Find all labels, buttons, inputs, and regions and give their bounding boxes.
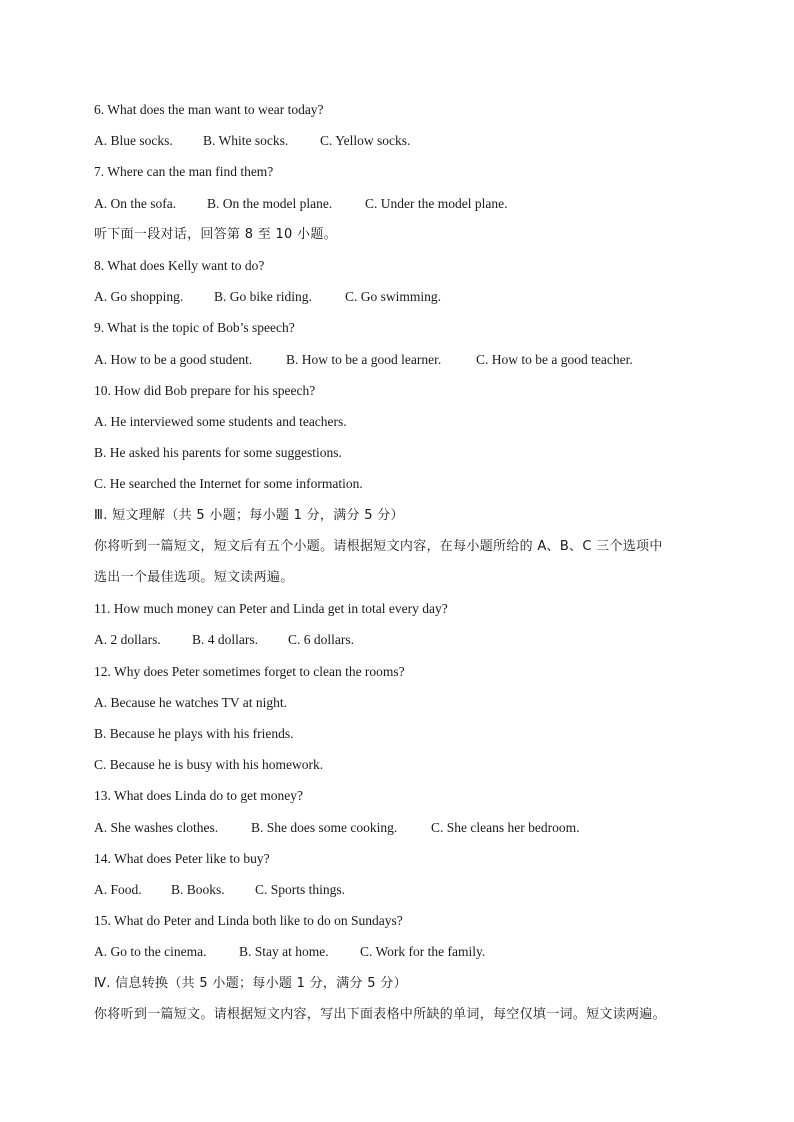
q6-option-c[interactable]: C. Yellow socks. (320, 133, 411, 148)
q11-option-b[interactable]: B. 4 dollars. (192, 632, 258, 647)
q15-option-a[interactable]: A. Go to the cinema. (94, 944, 207, 959)
question-13-options (94, 819, 579, 837)
q8-option-a[interactable]: A. Go shopping. (94, 289, 184, 304)
question-8-options (94, 288, 441, 306)
question-7-options (94, 195, 507, 213)
question-12: 12. Why does Peter sometimes forget to clean the rooms? (94, 664, 405, 679)
q15-option-b[interactable]: B. Stay at home. (239, 944, 329, 959)
q7-option-c[interactable]: C. Under the model plane. (365, 196, 508, 211)
q13-option-a[interactable]: A. She washes clothes. (94, 820, 219, 835)
question-11-options (94, 631, 354, 649)
question-15-options (94, 943, 485, 961)
q13-option-c[interactable]: C. She cleans her bedroom. (431, 820, 580, 835)
question-11: 11. How much money can Peter and Linda get in total every day? (94, 601, 448, 616)
q9-option-b[interactable]: B. How to be a good learner. (286, 352, 442, 367)
question-15: 15. What do Peter and Linda both like to do on Sundays? (94, 913, 403, 928)
q10-option-b[interactable]: B. He asked his parents for some suggestions. (94, 445, 342, 460)
q7-option-b[interactable]: B. On the model plane. (207, 196, 333, 211)
question-6: 6. What does the man want to wear today? (94, 102, 324, 117)
q14-option-a[interactable]: A. Food. (94, 882, 142, 897)
q8-option-c[interactable]: C. Go swimming. (345, 289, 442, 304)
q6-option-a[interactable]: A. Blue socks. (94, 133, 173, 148)
question-14-options (94, 881, 345, 899)
question-7: 7. Where can the man find them? (94, 164, 274, 179)
q11-option-c[interactable]: C. 6 dollars. (288, 632, 354, 647)
q8-option-b[interactable]: B. Go bike riding. (214, 289, 312, 304)
q12-option-c[interactable]: C. Because he is busy with his homework. (94, 757, 324, 772)
q7-option-a[interactable]: A. On the sofa. (94, 196, 177, 211)
q12-option-a[interactable]: A. Because he watches TV at night. (94, 695, 287, 710)
question-6-options (94, 132, 410, 150)
q12-option-b[interactable]: B. Because he plays with his friends. (94, 726, 294, 741)
section-3-instruction-line-2: 选出一个最佳选项。短文读两遍。 (94, 570, 294, 585)
section-4-heading: Ⅳ. 信息转换（共 5 小题；每小题 1 分，满分 5 分） (94, 976, 407, 991)
question-9-options (94, 351, 633, 369)
q14-option-c[interactable]: C. Sports things. (255, 882, 346, 897)
question-10: 10. How did Bob prepare for his speech? (94, 383, 316, 398)
q9-option-c[interactable]: C. How to be a good teacher. (476, 352, 633, 367)
q10-option-c[interactable]: C. He searched the Internet for some information. (94, 476, 363, 491)
question-13: 13. What does Linda do to get money? (94, 788, 303, 803)
question-14: 14. What does Peter like to buy? (94, 851, 270, 866)
section-4-instruction: 你将听到一篇短文。请根据短文内容，写出下面表格中所缺的单词，每空仅填一词。短文读两遍。 (94, 1007, 666, 1022)
question-8: 8. What does Kelly want to do? (94, 258, 265, 273)
q15-option-c[interactable]: C. Work for the family. (360, 944, 486, 959)
q10-option-a[interactable]: A. He interviewed some students and teachers. (94, 414, 347, 429)
q6-option-b[interactable]: B. White socks. (203, 133, 289, 148)
instruction-8-10: 听下面一段对话，回答第 8 至 10 小题。 (94, 227, 337, 242)
q14-option-b[interactable]: B. Books. (171, 882, 225, 897)
q13-option-b[interactable]: B. She does some cooking. (251, 820, 398, 835)
section-3-instruction-line-1: 你将听到一篇短文，短文后有五个小题。请根据短文内容，在每小题所给的 A、B、C 三个选项中 (94, 539, 663, 554)
q9-option-a[interactable]: A. How to be a good student. (94, 352, 253, 367)
q11-option-a[interactable]: A. 2 dollars. (94, 632, 161, 647)
section-3-heading: Ⅲ. 短文理解（共 5 小题；每小题 1 分，满分 5 分） (94, 508, 404, 523)
question-9: 9. What is the topic of Bob’s speech? (94, 320, 295, 335)
